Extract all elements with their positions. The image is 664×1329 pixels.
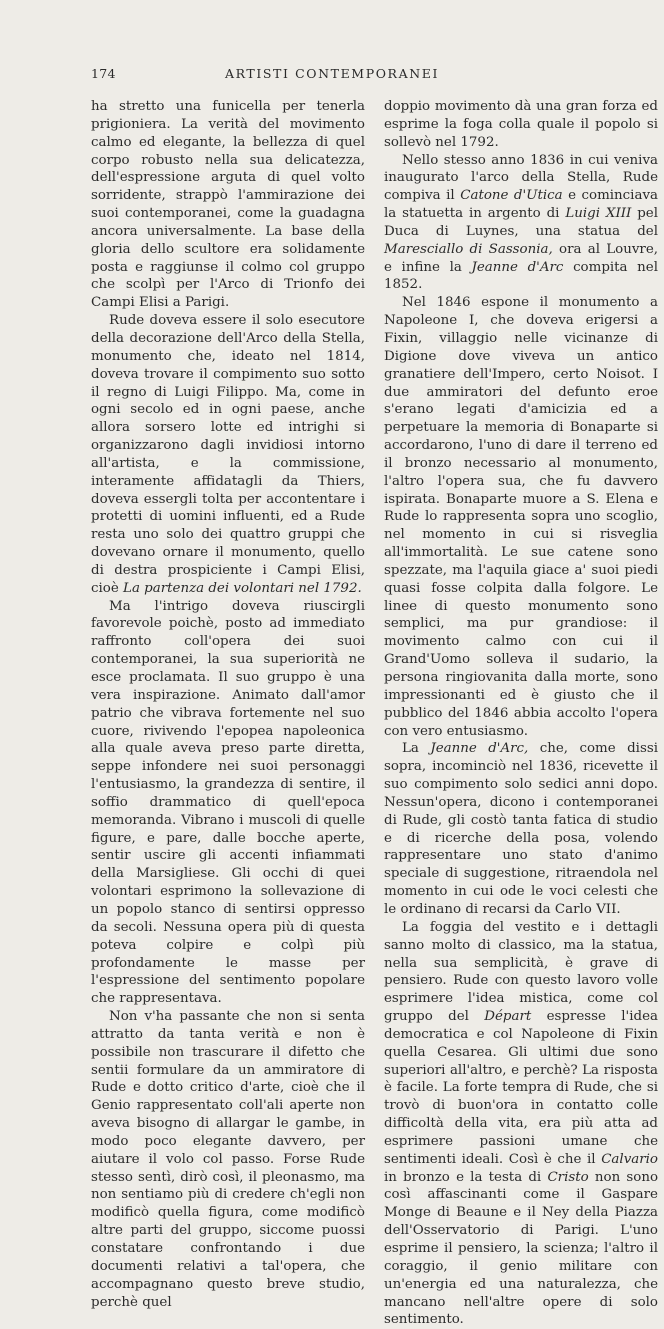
artwork-title: La partenza dei volontari nel 1792.: [123, 580, 362, 596]
text-run: pel Duca di Luynes, una statua del: [384, 206, 659, 239]
paragraph: [91, 312, 365, 598]
artwork-title: Jeanne d'Arc: [471, 259, 564, 275]
paragraph: [384, 740, 658, 918]
artwork-title: Départ: [484, 1009, 532, 1025]
text-run: espresse l'idea democratica e col Napoleone di Fixin quella Cesarea. Gli ultimi due sono superiori all'altro, e perchè? La risposta è facile. La forte tempra di Rude, che si trovò di buon'ora in contatto colle difficoltà della vita, era più atta ad esprimere passioni umane che sentimenti ideali. Così è che il: [384, 1009, 658, 1167]
text-run: che, come dissi sopra, incominciò nel 1836, ricevette il suo compimento solo sedici anni dopo. Nessun'opera, dicono i contemporanei di Rude, gli costò tanta fatica di studio e di ricerche della posa, volendo rappresentare uno stato d'animo speciale di suggestione, ritraendola nel momento in cui ode le voci celesti che le ordinano di recarsi da Carlo VII.: [384, 741, 658, 917]
artwork-title: Cristo: [547, 1169, 589, 1185]
right-column: [384, 98, 658, 1329]
text-run: in bronzo e la testa di: [384, 1169, 542, 1185]
text-run: ora al Louvre, e infine la: [384, 241, 659, 275]
artwork-title: Maresciallo di Sassonia,: [384, 241, 553, 257]
artwork-title: Luigi XIII: [565, 206, 632, 222]
paragraph: ha stretto una funicella per tenerla prigioniera. La verità del movimento calmo ed elegante, la bellezza di quel corpo robusto nella sua delicatezza, dell'espressione arguta di quel volto sorridente, strappò l'ammirazione dei suoi contemporanei, come la guadagna ancora universalmente. La base della gloria dello scultore era solidamente posta e raggiunse il colmo col gruppo che scolpì per l'Arco di Trionfo dei Campi Elisi a Parigi.: [91, 99, 365, 311]
paragraph: Non v'ha passante che non si senta attratto da tanta verità e non è possibile non trascurare il difetto che sentii formulare da un ammiratore di Rude e dotto critico d'arte, cioè che il Genio rappresentato coll'ali aperte non aveva bisogno di allargar le gambe, in modo poco elegante davvero, per aiutare il volo col passo. Forse Rude stesso sentì, dirò così, il pleonasmo, ma non sentiamo più di credere ch'egli non modificò quella figura, come modificò altre parti del gruppo, siccome puossi constatare confrontando i due documenti relativi a tal'opera, che accompagnano questo breve studio, perchè quel: [91, 1009, 365, 1310]
paragraph: Ma l'intrigo doveva riuscirgli favorevole poichè, posto ad immediato raffronto coll'opera dei suoi contemporanei, la sua superiorità ne esce proclamata. Il suo gruppo è una vera inspirazione. Animato dall'amor patrio che vibrava fortemente nel suo cuore, rivivendo l'epopea napoleonica alla quale aveva preso parte diretta, seppe infondere nei suoi personaggi l'entusiasmo, la grandezza di sentire, il soffio drammatico di quell'epoca memoranda. Vibrano i muscoli di quelle figure, e pare, dalle bocche aperte, sentir uscire gli accenti infiammati della Marsigliese. Gli occhi di quei volontari esprimono la sollevazione di un popolo stanco di sentirsi oppresso da secoli. Nessuna opera più di questa poteva colpire e colpì più profondamente le masse per l'espressione del sentimento popolare che rappresentava.: [91, 598, 365, 1007]
artwork-title: Jeanne d'Arc,: [430, 741, 529, 757]
paragraph: [384, 152, 658, 295]
page-number: 174: [91, 66, 116, 81]
text-run: e cominciava la statuetta in argento di: [384, 188, 658, 222]
text-run: compita nel 1852.: [384, 259, 659, 293]
artwork-title: Calvario: [601, 1151, 658, 1167]
paragraph: Nel 1846 espone il monumento a Napoleone I, che doveva erigersi a Fixin, villaggio nelle vicinanze di Digione dove viveva un antico granatiere dell'Impero, certo Noisot. I due ammiratori del defunto eroe s'erano legati d'amicizia ed a perpetuare la memoria di Bonaparte si accordarono, l'uno di dare il terreno ed il bronzo necessario al monumento, l'altro l'opera sua, che fu davvero ispirata. Bonaparte muore a S. Elena e Rude lo rappresenta sopra uno scoglio, nel momento in cui si risveglia all'immortalità. Le sue catene sono spezzate, ma l'aquila giace a' suoi piedi quasi fosse colpita dalla folgore. Le linee di questo monumento sono semplici, ma pur grandiose: il movimento calmo con cui il Grand'Uomo solleva il sudario, la persona ringiovanita dalla morte, sono impressionanti ed è giusto che il pubblico del 1846 abbia accolto l'opera con vero entusiasmo.: [384, 295, 658, 739]
running-title: ARTISTI CONTEMPORANEI: [224, 66, 439, 81]
left-column: [91, 98, 365, 1311]
paragraph: doppio movimento dà una gran forza ed esprime la foga colla quale il popolo si sollevò nel 1792.: [384, 99, 658, 150]
text-run: La: [402, 741, 419, 757]
page-header: [91, 66, 573, 86]
text-run: La foggia del vestito e i dettagli sanno molto di classico, ma la statua, nella sua semplicità, è grave di pensiero. Rude con questo lavoro volle esprimere l'idea mistica, come col gruppo del: [384, 919, 658, 1025]
artwork-title: Catone d'Utica: [460, 188, 563, 204]
paragraph: [384, 919, 658, 1329]
text-run: Rude doveva essere il solo esecutore della decorazione dell'Arco della Stella, monumento che, ideato nel 1814, doveva trovare il compimento suo sotto il regno di Luigi Filippo. Ma, come in ogni secolo ed in ogni paese, anche allora sorsero lotte ed intrighi si organizzarono dagli invidiosi intorno all'artista, e la commissione, interamente affidatagli da Thiers, doveva essergli tolta per accontentare i protetti di uomini influenti, ed a Rude resta uno solo dei quattro gruppi che dovevano ornare il monumento, quello di destra prospiciente i Campi Elisi, cioè: [91, 313, 365, 596]
text-run: Nello stesso anno 1836 in cui veniva inaugurato l'arco della Stella, Rude compiva il: [384, 152, 658, 204]
text-run: non sono così affascinanti come il Gaspare Monge di Beaune e il Ney della Piazza dell'Osservatorio di Parigi. L'uno esprime il pensiero, la scienza; l'altro il coraggio, il genio militare con un'energia ed una naturalezza, che mancano nell'altre opere di solo sentimento.: [384, 1169, 659, 1328]
